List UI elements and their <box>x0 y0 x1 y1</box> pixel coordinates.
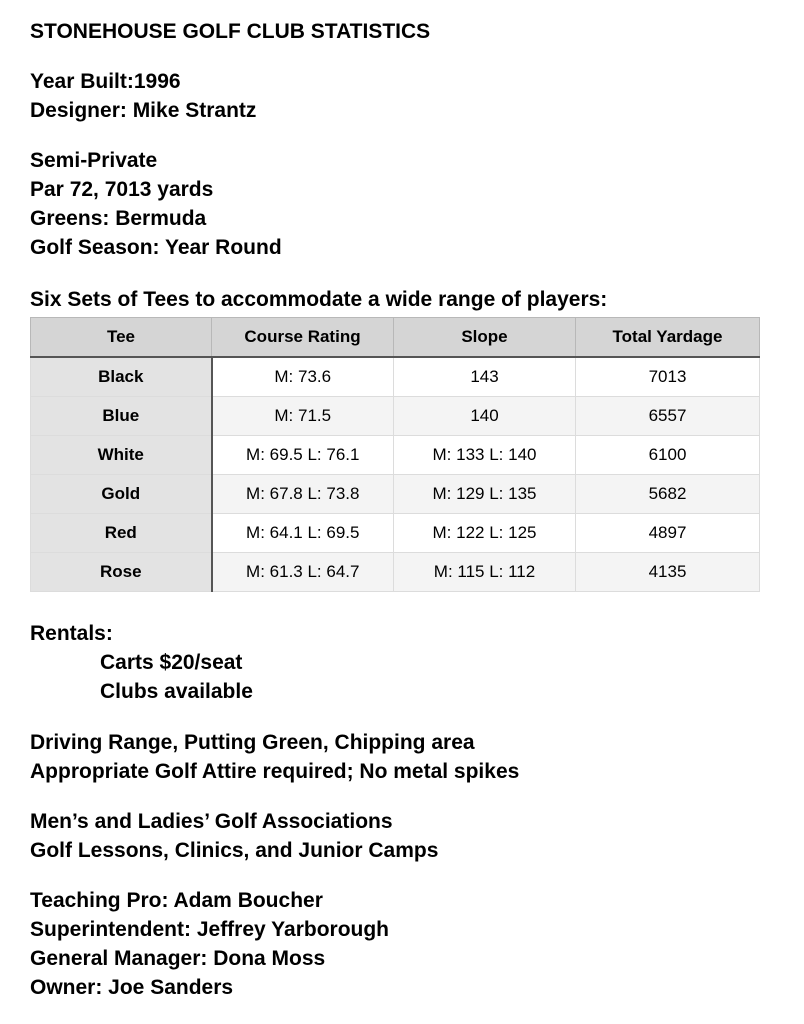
tee-name: Gold <box>31 475 212 514</box>
column-header-total-yardage: Total Yardage <box>576 318 760 358</box>
year-built: Year Built:1996 <box>30 70 181 93</box>
table-row <box>31 514 760 553</box>
total-yardage: 5682 <box>576 475 760 514</box>
par-yards: Par 72, 7013 yards <box>30 178 214 201</box>
course-rating: M: 67.8 L: 73.8 <box>212 475 394 514</box>
page-title: STONEHOUSE GOLF CLUB STATISTICS <box>30 20 431 43</box>
rentals-heading: Rentals: <box>30 622 113 645</box>
slope: M: 133 L: 140 <box>394 436 576 475</box>
total-yardage: 4897 <box>576 514 760 553</box>
column-header-tee: Tee <box>31 318 212 358</box>
total-yardage: 4135 <box>576 553 760 592</box>
course-rating: M: 71.5 <box>212 397 394 436</box>
staff-owner: Owner: Joe Sanders <box>30 976 234 999</box>
greens: Greens: Bermuda <box>30 207 207 230</box>
tee-name: Black <box>31 357 212 397</box>
tee-table <box>30 317 760 592</box>
course-rating: M: 73.6 <box>212 357 394 397</box>
golf-season: Golf Season: Year Round <box>30 236 282 259</box>
table-row <box>31 553 760 592</box>
course-rating: M: 64.1 L: 69.5 <box>212 514 394 553</box>
rental-item-clubs: Clubs available <box>100 680 253 703</box>
table-row <box>31 397 760 436</box>
table-row <box>31 475 760 514</box>
rental-item-carts: Carts $20/seat <box>100 651 243 674</box>
column-header-slope: Slope <box>394 318 576 358</box>
tees-heading: Six Sets of Tees to accommodate a wide range of players: <box>30 288 608 311</box>
table-row <box>31 357 760 397</box>
associations: Men’s and Ladies’ Golf Associations <box>30 810 393 833</box>
course-rating: M: 69.5 L: 76.1 <box>212 436 394 475</box>
course-rating: M: 61.3 L: 64.7 <box>212 553 394 592</box>
tee-name: White <box>31 436 212 475</box>
designer: Designer: Mike Strantz <box>30 99 257 122</box>
access-type: Semi-Private <box>30 149 158 172</box>
staff-superintendent: Superintendent: Jeffrey Yarborough <box>30 918 389 941</box>
attire-policy: Appropriate Golf Attire required; No metal spikes <box>30 760 520 783</box>
tee-name: Blue <box>31 397 212 436</box>
slope: M: 129 L: 135 <box>394 475 576 514</box>
staff-general-manager: General Manager: Dona Moss <box>30 947 326 970</box>
table-header-row <box>31 318 760 358</box>
column-header-course-rating: Course Rating <box>212 318 394 358</box>
total-yardage: 6100 <box>576 436 760 475</box>
facilities: Driving Range, Putting Green, Chipping area <box>30 731 475 754</box>
slope: 143 <box>394 357 576 397</box>
total-yardage: 6557 <box>576 397 760 436</box>
lessons: Golf Lessons, Clinics, and Junior Camps <box>30 839 439 862</box>
tee-name: Red <box>31 514 212 553</box>
slope: M: 115 L: 112 <box>394 553 576 592</box>
table-row <box>31 436 760 475</box>
staff-teaching-pro: Teaching Pro: Adam Boucher <box>30 889 323 912</box>
tee-name: Rose <box>31 553 212 592</box>
slope: M: 122 L: 125 <box>394 514 576 553</box>
slope: 140 <box>394 397 576 436</box>
total-yardage: 7013 <box>576 357 760 397</box>
